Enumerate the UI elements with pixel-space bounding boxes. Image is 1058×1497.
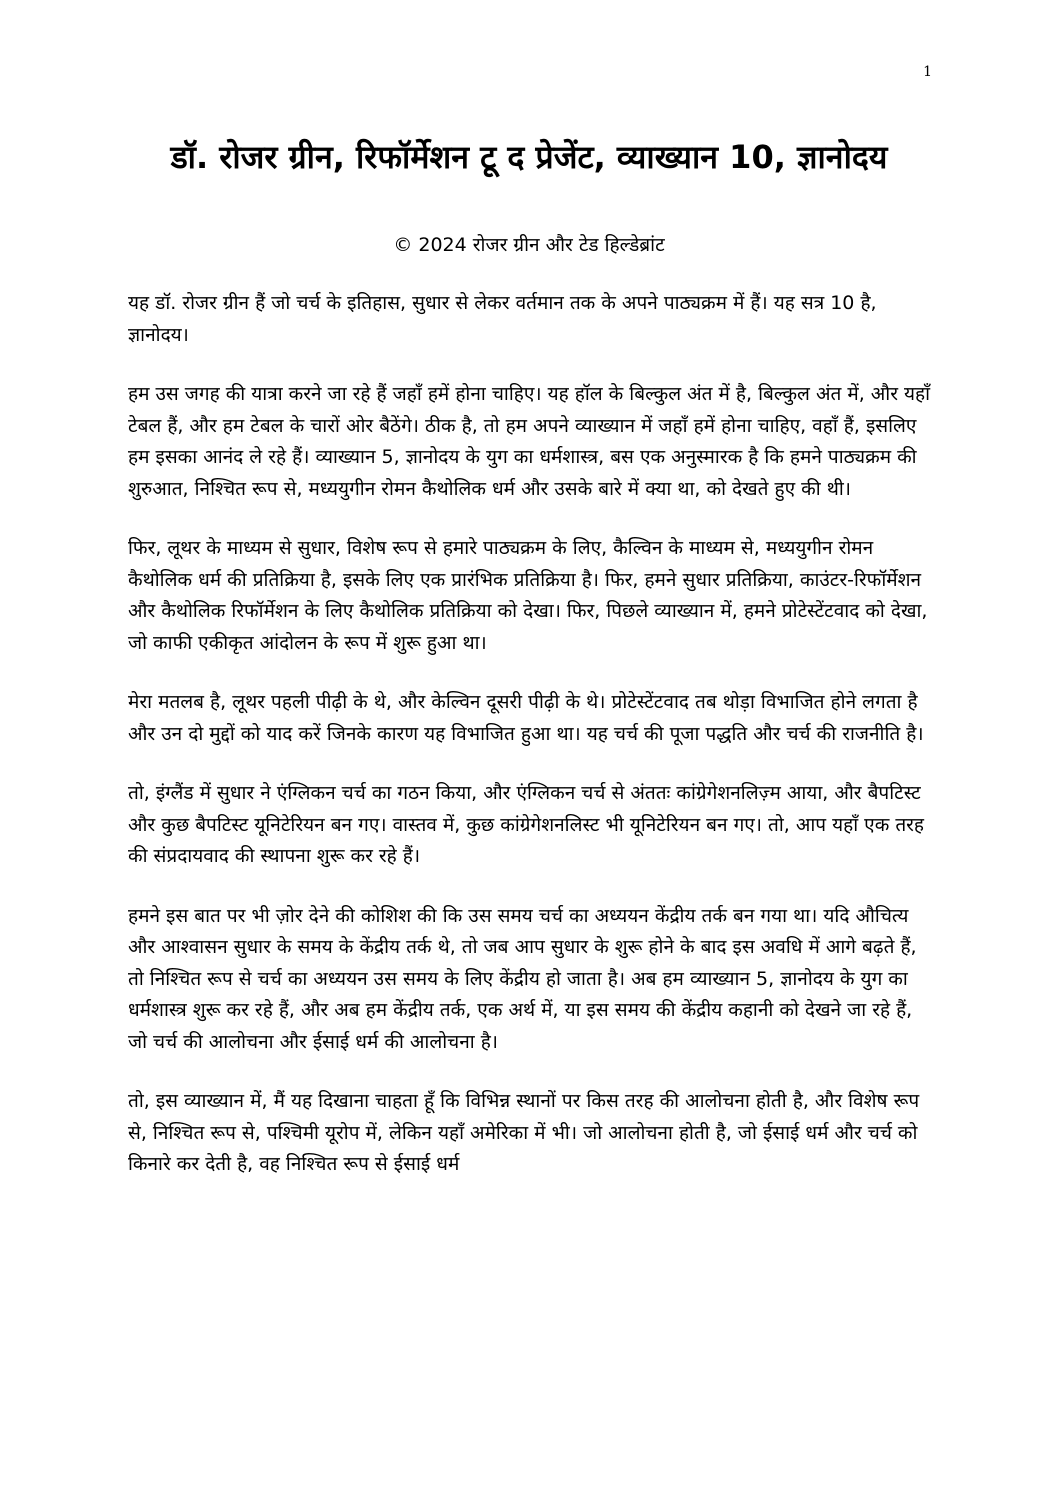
paragraph: फिर, लूथर के माध्यम से सुधार, विशेष रूप से हमारे पाठ्यक्रम के लिए, कैल्विन के माध्यम से, मध्ययुगीन रोमन कैथोलिक धर्म की प्रतिक्रिया है, इसके लिए एक प्रारंभिक प्रतिक्रिया है। फिर, हमने सुधार प्रतिक्रिया, काउंटर-रिफॉर्मेशन और कैथोलिक रिफॉर्मेशन के लिए कैथोलिक प्रतिक्रिया को देखा। फिर, पिछले व्याख्यान में, हमने प्रोटेस्टेंटवाद को देखा, जो काफी एकीकृत आंदोलन के रूप में शुरू हुआ था। [128, 537, 928, 654]
paragraph: यह डॉ. रोजर ग्रीन हैं जो चर्च के इतिहास, सुधार से लेकर वर्तमान तक के अपने पाठ्यक्रम में हैं। यह सत्र 10 है, ज्ञानोदय। [128, 292, 877, 346]
copyright-line: © 2024 रोजर ग्रीन और टेड हिल्डेब्रांट [393, 234, 665, 256]
page-number: 1 [923, 64, 932, 80]
document-title: डॉ. रोजर ग्रीन, रिफॉर्मेशन टू द प्रेजेंट, व्याख्यान 10, ज्ञानोदय [170, 138, 888, 176]
document-body [128, 288, 936, 1209]
paragraph: तो, इंग्लैंड में सुधार ने एंग्लिकन चर्च का गठन किया, और एंग्लिकन चर्च से अंततः कांग्रेगेशनलिज़्म आया, और बैपटिस्ट और कुछ बैपटिस्ट यूनिटेरियन बन गए। वास्तव में, कुछ कांग्रेगेशनलिस्ट भी यूनिटेरियन बन गए। तो, आप यहाँ एक तरह की संप्रदायवाद की स्थापना शुरू कर रहे हैं। [128, 782, 925, 867]
paragraph: मेरा मतलब है, लूथर पहली पीढ़ी के थे, और केल्विन दूसरी पीढ़ी के थे। प्रोटेस्टेंटवाद तब थोड़ा विभाजित होने लगता है और उन दो मुद्दों को याद करें जिनके कारण यह विभाजित हुआ था। यह चर्च की पूजा पद्धति और चर्च की राजनीति है। [128, 691, 924, 745]
paragraph: तो, इस व्याख्यान में, मैं यह दिखाना चाहता हूँ कि विभिन्न स्थानों पर किस तरह की आलोचना होती है, और विशेष रूप से, निश्चित रूप से, पश्चिमी यूरोप में, लेकिन यहाँ अमेरिका में भी। जो आलोचना होती है, जो ईसाई धर्म और चर्च को किनारे कर देती है, वह निश्चित रूप से ईसाई धर्म [128, 1090, 920, 1175]
paragraph: हमने इस बात पर भी ज़ोर देने की कोशिश की कि उस समय चर्च का अध्ययन केंद्रीय तर्क बन गया था। यदि औचित्य और आश्वासन सुधार के समय के केंद्रीय तर्क थे, तो जब आप सुधार के शुरू होने के बाद इस अवधि में आगे बढ़ते हैं, तो निश्चित रूप से चर्च का अध्ययन उस समय के लिए केंद्रीय हो जाता है। अब हम व्याख्यान 5, ज्ञानोदय के युग का धर्मशास्त्र शुरू कर रहे हैं, और अब हम केंद्रीय तर्क, एक अर्थ में, या इस समय की केंद्रीय कहानी को देखने जा रहे हैं, जो चर्च की आलोचना और ईसाई धर्म की आलोचना है। [128, 904, 917, 1053]
paragraph: हम उस जगह की यात्रा करने जा रहे हैं जहाँ हमें होना चाहिए। यह हॉल के बिल्कुल अंत में है, बिल्कुल अंत में, और यहाँ टेबल हैं, और हम टेबल के चारों ओर बैठेंगे। ठीक है, तो हम अपने व्याख्यान में जहाँ हमें होना चाहिए, वहाँ हैं, इसलिए हम इसका आनंद ले रहे हैं। व्याख्यान 5, ज्ञानोदय के युग का धर्मशास्त्र, बस एक अनुस्मारक है कि हमने पाठ्यक्रम की शुरुआत, निश्चित रूप से, मध्ययुगीन रोमन कैथोलिक धर्म और उसके बारे में क्या था, को देखते हुए की थी। [128, 383, 931, 500]
